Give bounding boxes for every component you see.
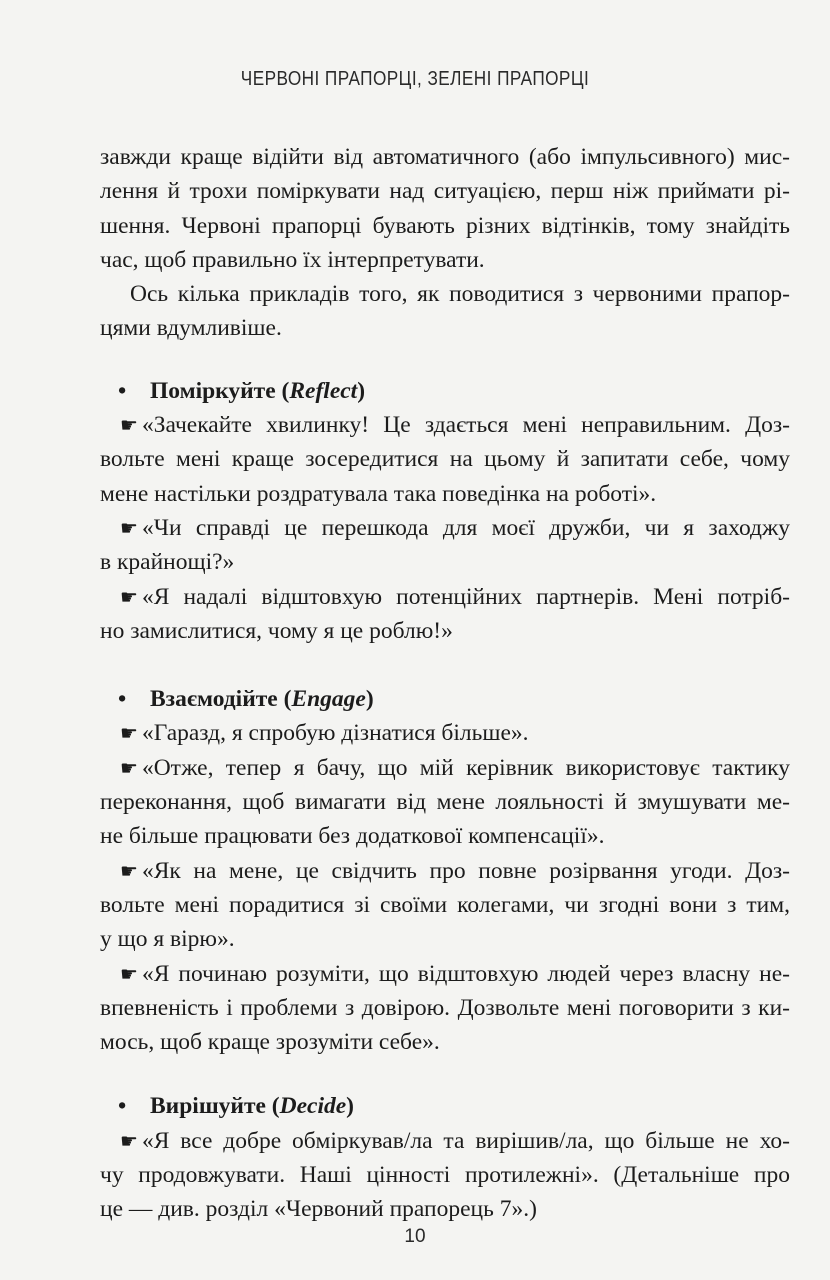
text-line [100, 1124, 790, 1158]
pointing-hand-icon: ☛ [120, 721, 138, 746]
pointing-hand-icon: ☛ [120, 858, 138, 883]
running-head: ЧЕРВОНІ ПРАПОРЦІ, ЗЕЛЕНІ ПРАПОРЦІ [240, 68, 590, 90]
quote [100, 716, 790, 750]
text-line: завжди краще відійти від автоматичного (або імпульсивного) мис- [100, 144, 790, 170]
text-line: час, щоб правильно їх інтерпретувати. [100, 246, 485, 273]
pointing-hand-icon: ☛ [120, 1128, 138, 1153]
text-line: вольте мені порадитися зі своїми колегами, чи згодні вони з тим, [100, 891, 790, 918]
text-line: переконання, щоб вимагати від мене лояльності й змушувати ме- [100, 789, 790, 816]
text-line: мось, щоб краще зрозуміти себе». [100, 1029, 440, 1056]
heading-text: Поміркуйте ( [150, 377, 290, 404]
heading-english: Reflect [289, 377, 358, 404]
text-line: Ось кілька прикладів того, як поводитися з червоними прапор- [130, 281, 790, 308]
quote [100, 751, 790, 854]
text-line: це — див. розділ «Червоний прапорець 7».) [100, 1196, 537, 1223]
text-line [100, 854, 790, 888]
section-engage [100, 682, 790, 1059]
pointing-hand-icon: ☛ [120, 584, 138, 609]
bullet-icon: • [118, 377, 127, 404]
quote-text: «Отже, тепер я бачу, що мій керівник використовує тактику [141, 754, 790, 781]
text-line [100, 716, 790, 750]
quote-text: «Я все добре обміркував/ла та вирішив/ла, що більше не хо- [141, 1127, 790, 1154]
text-line: в крайнощі?» [100, 549, 235, 576]
text-line [100, 957, 790, 991]
section-heading [100, 682, 790, 716]
text-line: шення. Червоні прапорці бувають різних відтінків, тому знайдіть [100, 212, 790, 239]
pointing-hand-icon: ☛ [120, 413, 138, 438]
text-line: у що я вірю». [100, 926, 235, 953]
text-line: впевненість і проблеми з довірою. Дозвольте мені поговорити з ки- [100, 994, 790, 1021]
text-line [100, 751, 790, 785]
text-line: но замислитися, чому я це роблю!» [100, 617, 453, 644]
section-heading [100, 374, 790, 408]
text-line [100, 408, 790, 442]
page-number: 10 [404, 1226, 426, 1247]
quote-text: «Гаразд, я спробую дізнатися більше». [141, 720, 529, 747]
heading-english: Decide [279, 1093, 347, 1120]
quote [100, 1124, 790, 1227]
text-line: вольте мені краще зосередитися на цьому й запитати себе, чому [100, 446, 790, 473]
text-line: лення й трохи поміркувати над ситуацією, перш ніж приймати рі- [100, 178, 790, 205]
quote [100, 854, 790, 957]
text-line: чу продовжувати. Наші цінності протилежні». (Детальніше про [100, 1162, 790, 1189]
heading-english: Engage [291, 686, 366, 713]
pointing-hand-icon: ☛ [120, 755, 138, 780]
quote-text: «Як на мене, це свідчить про повне розірвання угоди. Доз- [141, 857, 790, 884]
heading-close: ) [357, 377, 366, 404]
heading-text: Вирішуйте ( [150, 1093, 280, 1120]
intro-paragraph-2 [100, 277, 790, 346]
quote [100, 408, 790, 511]
pointing-hand-icon: ☛ [120, 961, 138, 986]
section-heading [100, 1089, 790, 1123]
quote-text: «Чи справді це перешкода для моєї дружби, чи я заходжу [141, 514, 790, 541]
section-decide [100, 1089, 790, 1226]
section-reflect [100, 374, 790, 648]
text-line [100, 580, 790, 614]
quote-text: «Я надалі відштовхую потенційних партнерів. Мені потріб- [141, 583, 790, 610]
text-line: мене настільки роздратувала така поведінка на роботі». [100, 480, 657, 507]
quote [100, 957, 790, 1060]
intro-paragraph-1 [100, 140, 790, 277]
quote-text: «Зачекайте хвилинку! Це здається мені неправильним. Доз- [141, 412, 790, 439]
pointing-hand-icon: ☛ [120, 515, 138, 540]
bullet-icon: • [118, 686, 127, 713]
heading-close: ) [365, 686, 374, 713]
heading-text: Взаємодійте ( [150, 686, 292, 713]
text-line: не більше працювати без додаткової компенсації». [100, 823, 605, 850]
bullet-icon: • [118, 1093, 127, 1120]
quote [100, 511, 790, 580]
text-line: цями вдумливіше. [100, 315, 282, 342]
text-line [100, 511, 790, 545]
page-body [100, 140, 790, 1227]
quote-text: «Я починаю розуміти, що відштовхую людей через власну не- [141, 960, 790, 987]
quote [100, 580, 790, 649]
heading-close: ) [346, 1093, 354, 1120]
